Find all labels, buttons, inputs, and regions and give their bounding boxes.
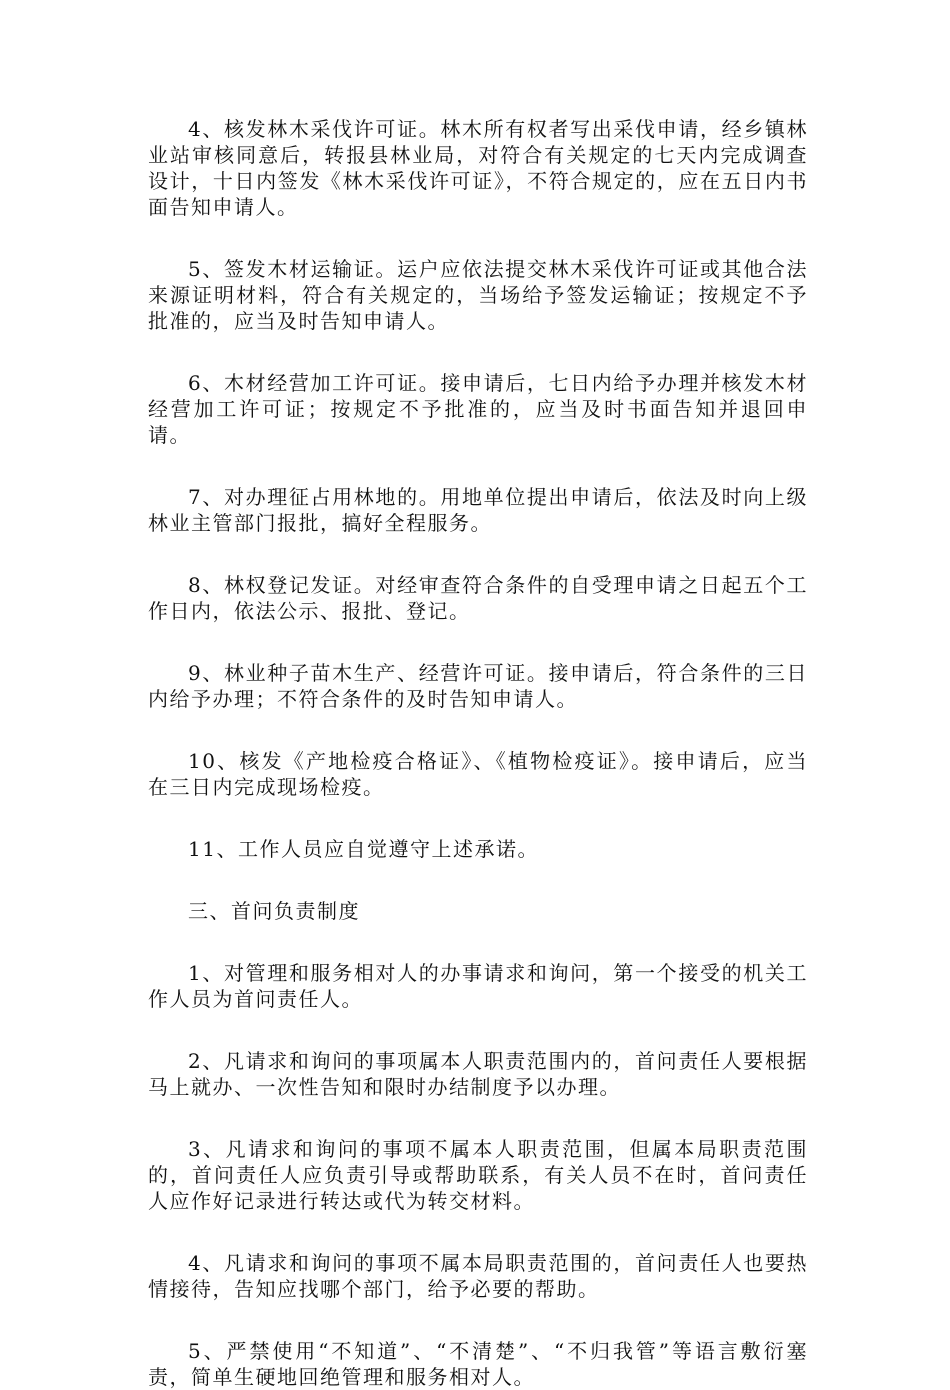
paragraph-gap: [148, 800, 808, 836]
paragraph-gap: [148, 1302, 808, 1338]
paragraph-gap: [148, 712, 808, 748]
paragraph-item-11-staff-commitment: 11、工作人员应自觉遵守上述承诺。: [188, 837, 539, 861]
paragraph-item-8-forest-rights: 8、林权登记发证。对经审查符合条件的自受理申请之日起五个工作日内，依法公示、报批、登记。: [148, 573, 808, 623]
paragraph-gap: [148, 334, 808, 370]
paragraph-gap: [148, 448, 808, 484]
paragraph-gap: [148, 862, 808, 898]
paragraph-item-7-forest-land-use: 7、对办理征占用林地的。用地单位提出申请后，依法及时向上级林业主管部门报批，搞好全程服务。: [148, 485, 808, 535]
paragraph-gap: [148, 624, 808, 660]
paragraph-gap: [148, 220, 808, 256]
paragraph-inquiry-3: 3、凡请求和询问的事项不属本人职责范围，但属本局职责范围的，首问责任人应负责引导或帮助联系，有关人员不在时，首问责任人应作好记录进行转达或代为转交材料。: [148, 1137, 808, 1213]
paragraph-item-5-timber-transport: 5、签发木材运输证。运户应依法提交林木采伐许可证或其他合法来源证明材料，符合有关规定的，当场给予签发运输证；按规定不予批准的，应当及时告知申请人。: [148, 257, 808, 333]
paragraph-item-9-seedling-license: 9、林业种子苗木生产、经营许可证。接申请后，符合条件的三日内给予办理；不符合条件的及时告知申请人。: [148, 661, 808, 711]
section-heading-first-inquiry: 三、首问负责制度: [188, 899, 360, 923]
paragraph-item-6-timber-processing: 6、木材经营加工许可证。接申请后，七日内给予办理并核发木材经营加工许可证；按规定不予批准的，应当及时书面告知并退回申请。: [148, 371, 808, 447]
paragraph-item-4-logging-permit: 4、核发林木采伐许可证。林木所有权者写出采伐申请，经乡镇林业站审核同意后，转报县林业局，对符合有关规定的七天内完成调查设计，十日内签发《林木采伐许可证》，不符合规定的，应在五日内书面告知申请人。: [148, 117, 808, 219]
paragraph-inquiry-1: 1、对管理和服务相对人的办事请求和询问，第一个接受的机关工作人员为首问责任人。: [148, 961, 808, 1011]
paragraph-item-10-quarantine: 10、核发《产地检疫合格证》、《植物检疫证》。接申请后，应当在三日内完成现场检疫。: [148, 749, 808, 799]
paragraph-gap: [148, 536, 808, 572]
paragraph-inquiry-4: 4、凡请求和询问的事项不属本局职责范围的，首问责任人也要热情接待，告知应找哪个部门，给予必要的帮助。: [148, 1251, 808, 1301]
paragraph-inquiry-2: 2、凡请求和询问的事项属本人职责范围内的，首问责任人要根据马上就办、一次性告知和限时办结制度予以办理。: [148, 1049, 808, 1099]
document-body: [148, 116, 808, 1390]
paragraph-inquiry-5: 5、严禁使用“不知道”、“不清楚”、“不归我管”等语言敷衍塞责，简单生硬地回绝管理和服务相对人。: [148, 1339, 808, 1389]
paragraph-gap: [148, 1214, 808, 1250]
paragraph-gap: [148, 1012, 808, 1048]
paragraph-gap: [148, 924, 808, 960]
paragraph-gap: [148, 1100, 808, 1136]
